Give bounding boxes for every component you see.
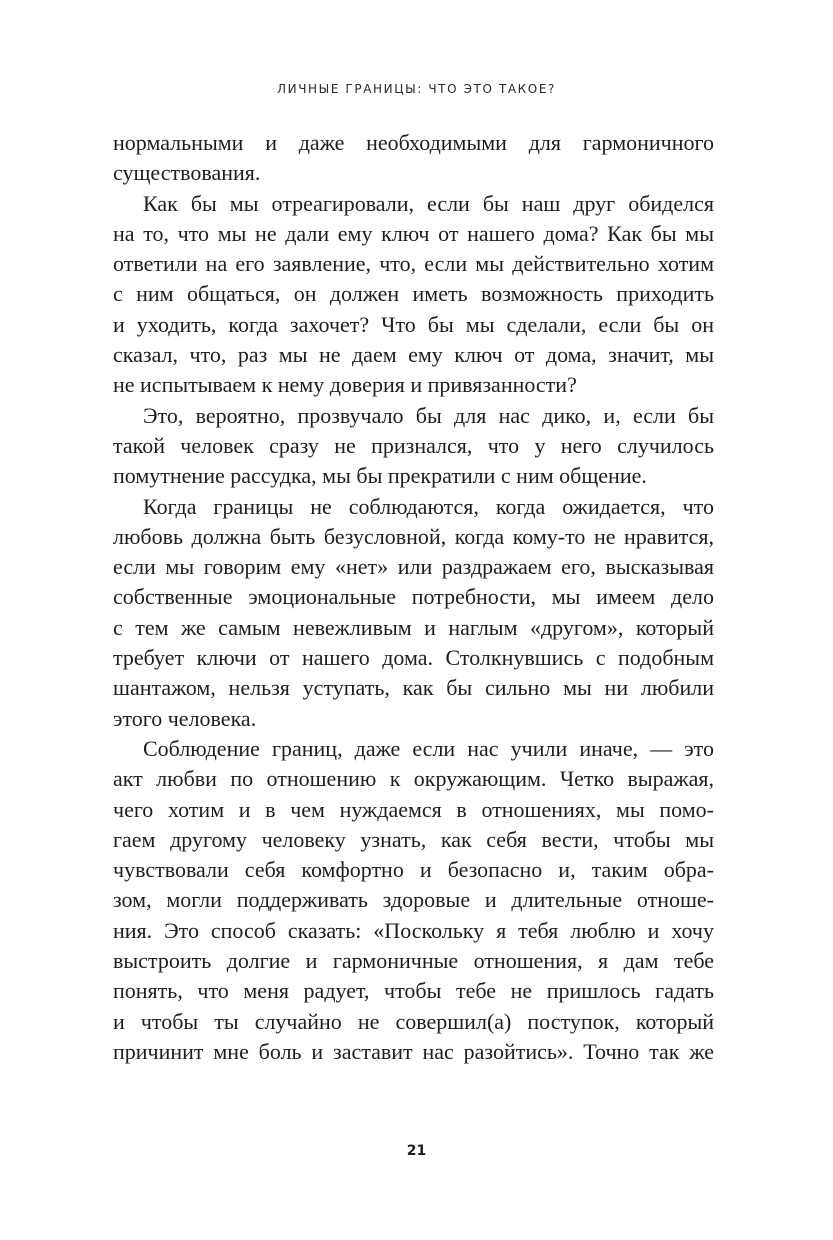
text-line: шантажом, нельзя уступать, как бы сильно мы ни любили: [113, 675, 714, 701]
text-line: причинит мне боль и заставит нас разойтись». Точно так же: [113, 1038, 714, 1064]
text-line: такой человек сразу не признался, что у него случилось: [113, 432, 714, 458]
text-line: Когда границы не соблюдаются, когда ожидается, что: [143, 493, 714, 519]
text-line: и уходить, когда захочет? Что бы мы сделали, если бы он: [113, 311, 714, 337]
text-line: сказал, что, раз мы не даем ему ключ от дома, значит, мы: [113, 342, 714, 368]
text-line: Соблюдение границ, даже если нас учили иначе, — это: [143, 735, 714, 761]
text-line: ответили на его заявление, что, если мы действительно хотим: [113, 251, 714, 277]
text-line: и чтобы ты случайно не совершил(а) поступок, который: [113, 1008, 714, 1034]
text-line: чего хотим и в чем нуждаемся в отношениях, мы помо-: [113, 796, 714, 822]
text-line: если мы говорим ему «нет» или раздражаем его, высказывая: [113, 554, 714, 580]
text-line: любовь должна быть безусловной, когда кому-то не нравится,: [113, 523, 714, 549]
body-text: [113, 128, 714, 1067]
text-line: требует ключи от нашего дома. Столкнувшись с подобным: [113, 645, 714, 671]
text-line: помутнение рассудка, мы бы прекратили с ним общение.: [113, 463, 647, 489]
text-line: ния. Это способ сказать: «Поскольку я тебя люблю и хочу: [113, 917, 714, 943]
text-line: Как бы мы отреагировали, если бы наш друг обиделся: [143, 190, 714, 216]
text-line: существования.: [113, 160, 261, 186]
text-line: гаем другому человеку узнать, как себя вести, чтобы мы: [113, 826, 714, 852]
text-line: понять, что меня радует, чтобы тебе не пришлось гадать: [113, 978, 714, 1004]
text-line: с тем же самым невежливым и наглым «другом», который: [113, 614, 714, 640]
text-line: не испытываем к нему доверия и привязанности?: [113, 372, 577, 398]
text-line: на то, что мы не дали ему ключ от нашего дома? Как бы мы: [113, 220, 714, 246]
text-line: этого человека.: [113, 705, 257, 731]
text-line: чувствовали себя комфортно и безопасно и, таким обра-: [113, 857, 714, 883]
page-number: 21: [406, 1143, 427, 1159]
text-line: выстроить долгие и гармоничные отношения, я дам тебе: [113, 948, 714, 974]
text-line: с ним общаться, он должен иметь возможность приходить: [113, 281, 714, 307]
text-line: Это, вероятно, прозвучало бы для нас дико, и, если бы: [143, 402, 714, 428]
text-line: акт любви по отношению к окружающим. Четко выражая,: [113, 766, 714, 792]
text-line: зом, могли поддерживать здоровые и длительные отноше-: [113, 887, 714, 913]
text-line: собственные эмоциональные потребности, мы имеем дело: [113, 584, 714, 610]
text-line: нормальными и даже необходимыми для гармоничного: [113, 130, 714, 155]
running-head: ЛИЧНЫЕ ГРАНИЦЫ: ЧТО ЭТО ТАКОЕ?: [277, 82, 556, 96]
